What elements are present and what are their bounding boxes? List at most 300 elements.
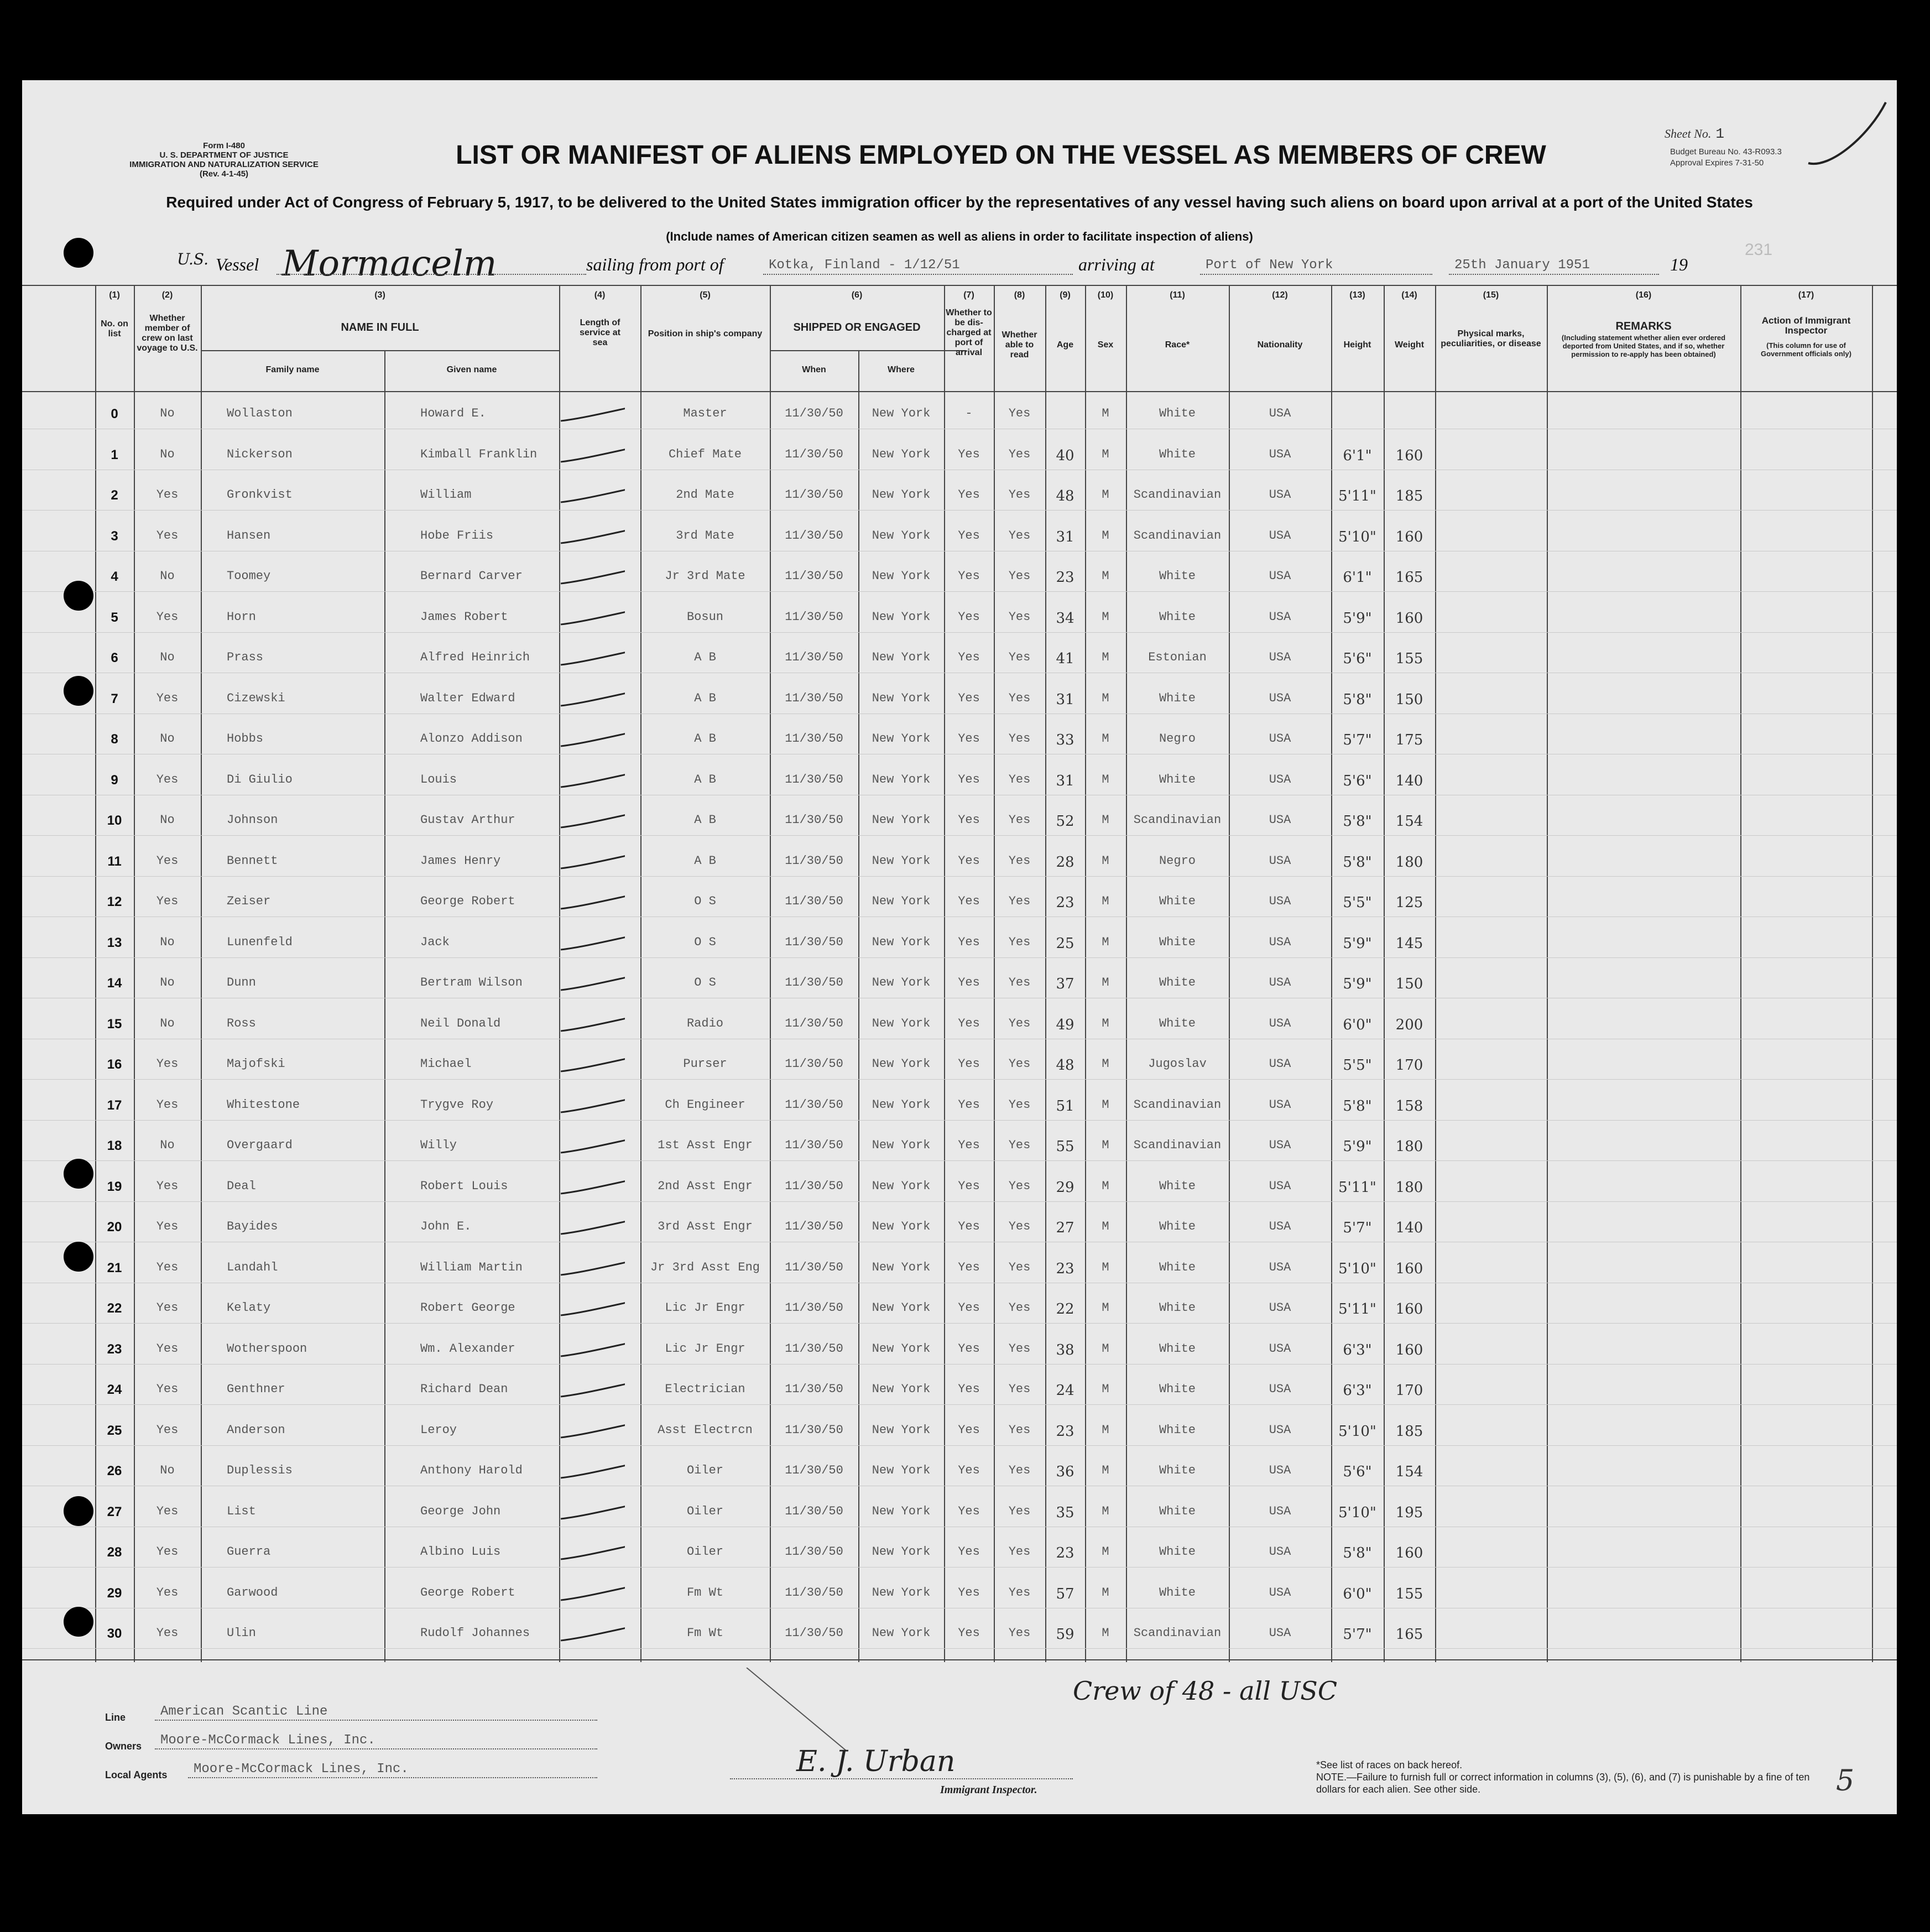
cell-read: Yes: [1008, 1545, 1031, 1559]
cell-weight: 170: [1395, 1057, 1423, 1074]
cell-last: No: [160, 407, 175, 420]
service-tick-mark: [559, 1134, 625, 1156]
cell-nat: USA: [1269, 528, 1291, 543]
shipped-subheader-line: [770, 350, 966, 351]
cell-given: Kimball Franklin: [420, 447, 538, 461]
cell-last: Yes: [156, 1220, 179, 1233]
cell-sex: M: [1102, 813, 1109, 827]
cell-race: White: [1159, 935, 1196, 949]
cell-nat: USA: [1269, 569, 1291, 583]
cell-last: Yes: [156, 1301, 179, 1315]
header-discharged: Whether to be dis-charged at port of arrival: [946, 308, 992, 357]
cell-pos: A B: [694, 732, 716, 746]
table-row: [22, 650, 1897, 667]
col-number: (15): [1483, 290, 1499, 300]
cell-family: Deal: [227, 1179, 256, 1193]
cell-when: 11/30/50: [785, 1423, 843, 1437]
cell-family: Horn: [227, 610, 256, 624]
cell-where: New York: [872, 1585, 931, 1600]
cell-last: Yes: [156, 894, 179, 908]
manifest-sheet: [22, 80, 1897, 1814]
cell-height: 6'1": [1343, 447, 1372, 464]
agents-label: Local Agents: [105, 1769, 168, 1780]
cell-family: Zeiser: [227, 894, 271, 908]
table-row: [22, 1504, 1897, 1521]
cell-weight: 140: [1395, 1220, 1423, 1236]
cell-given: Robert Louis: [420, 1179, 508, 1193]
cell-nat: USA: [1269, 650, 1291, 664]
cell-sex: M: [1102, 894, 1109, 908]
cell-weight: 180: [1395, 1138, 1423, 1155]
row-rule: [22, 1404, 1897, 1405]
cell-race: White: [1159, 976, 1196, 990]
cell-pos: O S: [694, 935, 716, 949]
cell-pos: 2nd Asst Engr: [658, 1179, 753, 1193]
cell-sex: M: [1102, 1504, 1109, 1518]
cell-when: 11/30/50: [785, 732, 843, 746]
cell-family: Bennett: [227, 853, 278, 868]
cell-pos: Electrician: [665, 1382, 745, 1396]
cell-nat: USA: [1269, 1220, 1291, 1233]
cell-last: Yes: [156, 691, 179, 705]
cell-disch: Yes: [958, 1260, 980, 1274]
cell-when: 11/30/50: [785, 407, 843, 420]
cell-pos: Oiler: [686, 1464, 723, 1477]
cell-where: New York: [872, 1260, 931, 1274]
cell-no: 4: [111, 569, 118, 584]
vessel-underline: [277, 274, 586, 275]
cell-where: New York: [872, 610, 931, 624]
table-row: [22, 1626, 1897, 1643]
service-tick-mark: [559, 1053, 625, 1075]
cell-read: Yes: [1008, 1626, 1031, 1640]
cell-age: 57: [1056, 1585, 1074, 1602]
punch-hole: [64, 1159, 93, 1189]
cell-disch: Yes: [958, 1138, 980, 1152]
cell-pos: 2nd Mate: [676, 488, 734, 502]
service-tick-mark: [559, 1500, 625, 1522]
cell-where: New York: [872, 1301, 931, 1315]
cell-where: New York: [872, 650, 931, 664]
header-action-sub: (This column for use of Government officials only): [1761, 341, 1851, 358]
table-row: [22, 569, 1897, 586]
service-tick-mark: [559, 890, 625, 912]
cell-height: 5'11": [1338, 1179, 1376, 1196]
table-top-line: [22, 285, 1897, 286]
cell-pos: Jr 3rd Mate: [665, 569, 745, 583]
cell-where: New York: [872, 1545, 931, 1559]
row-rule: [22, 591, 1897, 592]
approval-expiry: Approval Expires 7-31-50: [1670, 158, 1764, 168]
cell-disch: Yes: [958, 853, 980, 868]
cell-sex: M: [1102, 1382, 1109, 1396]
cell-height: 5'8": [1343, 691, 1372, 708]
arrival-date: 25th January 1951: [1454, 258, 1590, 273]
row-rule: [22, 1079, 1897, 1080]
cell-family: Nickerson: [227, 447, 293, 461]
row-rule: [22, 1445, 1897, 1446]
cell-weight: 185: [1395, 1423, 1423, 1440]
cell-given: Hobe Friis: [420, 528, 494, 543]
header-given-name: Given name: [446, 365, 497, 374]
row-rule: [22, 876, 1897, 877]
service-tick-mark: [559, 971, 625, 993]
header-weight: Weight: [1394, 340, 1425, 350]
cell-age: 55: [1056, 1138, 1074, 1155]
col-number: (10): [1097, 290, 1114, 300]
cell-when: 11/30/50: [785, 1504, 843, 1518]
cell-read: Yes: [1008, 407, 1031, 420]
col-number: (3): [374, 290, 385, 300]
cell-race: White: [1159, 1016, 1196, 1030]
cell-age: 59: [1056, 1626, 1074, 1643]
table-row: [22, 1179, 1897, 1196]
cell-no: 25: [107, 1423, 122, 1438]
cell-sex: M: [1102, 528, 1109, 543]
col-number: (8): [1014, 290, 1025, 300]
cell-no: 0: [111, 407, 118, 421]
service-tick-mark: [559, 1581, 625, 1603]
table-row: [22, 447, 1897, 464]
sailing-port: Kotka, Finland - 1/12/51: [769, 258, 960, 273]
cell-disch: Yes: [958, 528, 980, 543]
cell-age: 23: [1056, 1545, 1074, 1561]
cell-height: 5'8": [1343, 853, 1372, 871]
cell-given: Gustav Arthur: [420, 813, 515, 827]
year-label: 19: [1670, 254, 1688, 274]
table-row: [22, 1545, 1897, 1561]
cell-age: 37: [1056, 976, 1074, 992]
cell-family: Bayides: [227, 1220, 278, 1233]
cell-height: 6'0": [1343, 1585, 1372, 1602]
cell-family: Lunenfeld: [227, 935, 293, 949]
cell-height: 5'7": [1343, 1626, 1372, 1643]
sheet-number: [1665, 126, 1724, 142]
table-row: [22, 1057, 1897, 1074]
header-family-name: Family name: [265, 365, 320, 374]
table-row: [22, 1464, 1897, 1480]
cell-where: New York: [872, 447, 931, 461]
service-tick-mark: [559, 687, 625, 709]
cell-no: 16: [107, 1057, 122, 1072]
cell-where: New York: [872, 1382, 931, 1396]
owners-label: Owners: [105, 1741, 142, 1752]
cell-weight: 185: [1395, 488, 1423, 504]
cell-race: White: [1159, 772, 1196, 787]
cell-weight: 170: [1395, 1382, 1423, 1399]
cell-age: 49: [1056, 1016, 1074, 1033]
cell-race: White: [1159, 1179, 1196, 1193]
cell-read: Yes: [1008, 447, 1031, 461]
cell-last: No: [160, 1464, 175, 1477]
cell-disch: Yes: [958, 1545, 980, 1559]
cell-read: Yes: [1008, 1585, 1031, 1600]
cell-disch: -: [965, 407, 973, 420]
cell-disch: Yes: [958, 1585, 980, 1600]
page-stamp: 231: [1745, 241, 1773, 259]
cell-last: Yes: [156, 1504, 179, 1518]
inspector-label: Immigrant Inspector.: [940, 1784, 1037, 1796]
cell-read: Yes: [1008, 1220, 1031, 1233]
cell-family: Hobbs: [227, 732, 264, 746]
cell-nat: USA: [1269, 1301, 1291, 1315]
cell-pos: A B: [694, 650, 716, 664]
cell-nat: USA: [1269, 853, 1291, 868]
cell-disch: Yes: [958, 732, 980, 746]
form-line: (Rev. 4-1-45): [199, 169, 249, 179]
cell-no: 28: [107, 1545, 122, 1560]
cell-race: White: [1159, 1301, 1196, 1315]
cell-pos: Oiler: [686, 1504, 723, 1518]
cell-when: 11/30/50: [785, 1016, 843, 1030]
cell-race: White: [1159, 1260, 1196, 1274]
cell-where: New York: [872, 407, 931, 420]
row-rule: [22, 835, 1897, 836]
cell-weight: 154: [1395, 1464, 1423, 1480]
service-tick-mark: [559, 1256, 625, 1278]
cell-nat: USA: [1269, 935, 1291, 949]
name-subheader-line: [201, 350, 559, 351]
cell-disch: Yes: [958, 1504, 980, 1518]
table-row: [22, 488, 1897, 504]
cell-disch: Yes: [958, 772, 980, 787]
cell-age: 25: [1056, 935, 1074, 952]
cell-when: 11/30/50: [785, 1057, 843, 1071]
agents-underline: [188, 1777, 597, 1778]
cell-read: Yes: [1008, 1016, 1031, 1030]
line-underline: [155, 1720, 597, 1721]
cell-last: Yes: [156, 772, 179, 787]
cell-sex: M: [1102, 691, 1109, 705]
cell-last: No: [160, 976, 175, 990]
cell-sex: M: [1102, 1220, 1109, 1233]
cell-no: 9: [111, 772, 118, 788]
service-tick-mark: [559, 483, 625, 506]
cell-sex: M: [1102, 1179, 1109, 1193]
service-tick-mark: [559, 727, 625, 749]
cell-age: 27: [1056, 1220, 1074, 1236]
cell-race: White: [1159, 447, 1196, 461]
sheet-number-value: 1: [1715, 126, 1724, 142]
row-rule: [22, 1160, 1897, 1161]
cell-read: Yes: [1008, 1260, 1031, 1274]
cell-given: Michael: [420, 1057, 472, 1071]
cell-pos: Purser: [683, 1057, 727, 1071]
cell-height: 5'9": [1343, 1138, 1372, 1155]
cell-age: 35: [1056, 1504, 1074, 1521]
form-identifier: [122, 141, 326, 179]
cell-age: 40: [1056, 447, 1074, 464]
cell-when: 11/30/50: [785, 772, 843, 787]
cell-family: Kelaty: [227, 1301, 271, 1315]
punch-hole: [64, 1242, 93, 1272]
cell-pos: 1st Asst Engr: [658, 1138, 753, 1152]
cell-height: 5'11": [1338, 1301, 1376, 1317]
cell-pos: A B: [694, 772, 716, 787]
cell-nat: USA: [1269, 1057, 1291, 1071]
cell-height: 5'8": [1343, 1545, 1372, 1561]
line-value: American Scantic Line: [160, 1704, 328, 1719]
cell-weight: 160: [1395, 447, 1423, 464]
cell-disch: Yes: [958, 935, 980, 949]
budget-info: [1670, 147, 1782, 169]
cell-sex: M: [1102, 610, 1109, 624]
note-races: *See list of races on back hereof.: [1316, 1759, 1463, 1770]
cell-where: New York: [872, 1016, 931, 1030]
cell-disch: Yes: [958, 488, 980, 502]
cell-when: 11/30/50: [785, 610, 843, 624]
cell-race: Scandinavian: [1133, 488, 1222, 502]
owners-underline: [155, 1748, 597, 1749]
cell-pos: Jr 3rd Asst Eng: [650, 1260, 760, 1274]
cell-nat: USA: [1269, 732, 1291, 746]
cell-race: White: [1159, 1220, 1196, 1233]
cell-last: No: [160, 650, 175, 664]
header-age: Age: [1056, 340, 1074, 350]
cell-nat: USA: [1269, 1382, 1291, 1396]
col-number: (5): [700, 290, 711, 300]
header-action: Action of Immigrant Inspector: [1761, 315, 1851, 336]
cell-last: Yes: [156, 1585, 179, 1600]
cell-family: Guerra: [227, 1545, 271, 1559]
cell-family: Majofski: [227, 1057, 285, 1071]
col-number: (1): [109, 290, 120, 300]
agents-value: Moore-McCormack Lines, Inc.: [194, 1762, 409, 1777]
service-tick-mark: [559, 809, 625, 831]
cell-disch: Yes: [958, 691, 980, 705]
header-length-service: Length of service at sea: [580, 318, 620, 347]
cell-sex: M: [1102, 650, 1109, 664]
cell-height: 5'9": [1343, 610, 1372, 627]
cell-last: No: [160, 569, 175, 583]
cell-pos: 3rd Mate: [676, 528, 734, 543]
cell-nat: USA: [1269, 1179, 1291, 1193]
cell-family: Overgaard: [227, 1138, 293, 1152]
cell-where: New York: [872, 1464, 931, 1477]
cell-given: Walter Edward: [420, 691, 515, 705]
cell-nat: USA: [1269, 488, 1291, 502]
cell-pos: Chief Mate: [668, 447, 742, 461]
cell-no: 20: [107, 1220, 122, 1235]
cell-sex: M: [1102, 772, 1109, 787]
cell-given: Jack: [420, 935, 450, 949]
cell-disch: Yes: [958, 569, 980, 583]
cell-family: Johnson: [227, 813, 278, 827]
cell-no: 24: [107, 1382, 122, 1397]
cell-pos: Fm Wt: [686, 1585, 723, 1600]
cell-last: Yes: [156, 1626, 179, 1640]
form-line: IMMIGRATION AND NATURALIZATION SERVICE: [129, 160, 319, 169]
table-row: [22, 1220, 1897, 1236]
cell-family: Duplessis: [227, 1464, 293, 1477]
cell-read: Yes: [1008, 691, 1031, 705]
service-tick-mark: [559, 1296, 625, 1319]
cell-weight: 160: [1395, 1260, 1423, 1277]
cell-weight: 155: [1395, 1585, 1423, 1602]
row-rule: [22, 1567, 1897, 1568]
cell-last: Yes: [156, 1179, 179, 1193]
punch-hole: [64, 238, 93, 268]
cell-family: Ross: [227, 1016, 256, 1030]
cell-family: Dunn: [227, 976, 256, 990]
cell-age: 52: [1056, 813, 1074, 830]
cell-read: Yes: [1008, 1138, 1031, 1152]
cell-height: 5'9": [1343, 976, 1372, 992]
cell-height: 6'0": [1343, 1016, 1372, 1033]
cell-last: Yes: [156, 488, 179, 502]
cell-read: Yes: [1008, 894, 1031, 908]
cell-read: Yes: [1008, 1301, 1031, 1315]
service-tick-mark: [559, 1540, 625, 1563]
cell-when: 11/30/50: [785, 976, 843, 990]
cell-given: Neil Donald: [420, 1016, 501, 1030]
cell-when: 11/30/50: [785, 1097, 843, 1112]
cell-height: 6'1": [1343, 569, 1372, 586]
table-row: [22, 976, 1897, 992]
cell-last: Yes: [156, 1423, 179, 1437]
cell-pos: Lic Jr Engr: [665, 1341, 745, 1356]
cell-when: 11/30/50: [785, 528, 843, 543]
cell-read: Yes: [1008, 1057, 1031, 1071]
service-tick-mark: [559, 1622, 625, 1644]
cell-height: 5'8": [1343, 1097, 1372, 1115]
cell-where: New York: [872, 976, 931, 990]
cell-sex: M: [1102, 488, 1109, 502]
cell-no: 15: [107, 1016, 122, 1032]
cell-given: George John: [420, 1504, 501, 1518]
cell-sex: M: [1102, 1097, 1109, 1112]
cell-where: New York: [872, 1138, 931, 1152]
col-number: (4): [594, 290, 606, 300]
cell-sex: M: [1102, 1626, 1109, 1640]
punch-hole: [64, 1496, 93, 1526]
table-row: [22, 894, 1897, 911]
col-number: (12): [1272, 290, 1288, 300]
cell-read: Yes: [1008, 772, 1031, 787]
cell-where: New York: [872, 772, 931, 787]
cell-where: New York: [872, 1220, 931, 1233]
row-rule: [22, 1323, 1897, 1324]
cell-given: Richard Dean: [420, 1382, 508, 1396]
table-row: [22, 854, 1897, 871]
page-mark: 5: [1836, 1764, 1855, 1798]
cell-height: 5'6": [1343, 1464, 1372, 1480]
cell-sex: M: [1102, 1585, 1109, 1600]
service-tick-mark: [559, 443, 625, 465]
inspector-signature: E. J. Urban: [796, 1745, 956, 1778]
cell-sex: M: [1102, 853, 1109, 868]
col-number: (16): [1635, 290, 1652, 300]
service-tick-mark: [559, 1337, 625, 1360]
cell-weight: 158: [1395, 1097, 1423, 1115]
cell-height: 6'3": [1343, 1382, 1372, 1399]
cell-last: No: [160, 1138, 175, 1152]
cell-disch: Yes: [958, 1423, 980, 1437]
cell-no: 10: [107, 813, 122, 828]
cell-family: Wollaston: [227, 407, 293, 420]
cell-weight: 155: [1395, 650, 1423, 667]
cell-when: 11/30/50: [785, 1220, 843, 1233]
cell-height: 6'3": [1343, 1341, 1372, 1358]
cell-given: Bernard Carver: [420, 569, 523, 583]
cell-race: White: [1159, 407, 1196, 420]
header-physical: Physical marks, peculiarities, or disease: [1441, 329, 1541, 348]
cell-nat: USA: [1269, 894, 1291, 908]
cell-race: White: [1159, 569, 1196, 583]
cell-weight: 175: [1395, 732, 1423, 748]
header-last-voyage: Whether member of crew on last voyage to U.S.: [137, 314, 198, 353]
cell-given: James Henry: [420, 853, 501, 868]
